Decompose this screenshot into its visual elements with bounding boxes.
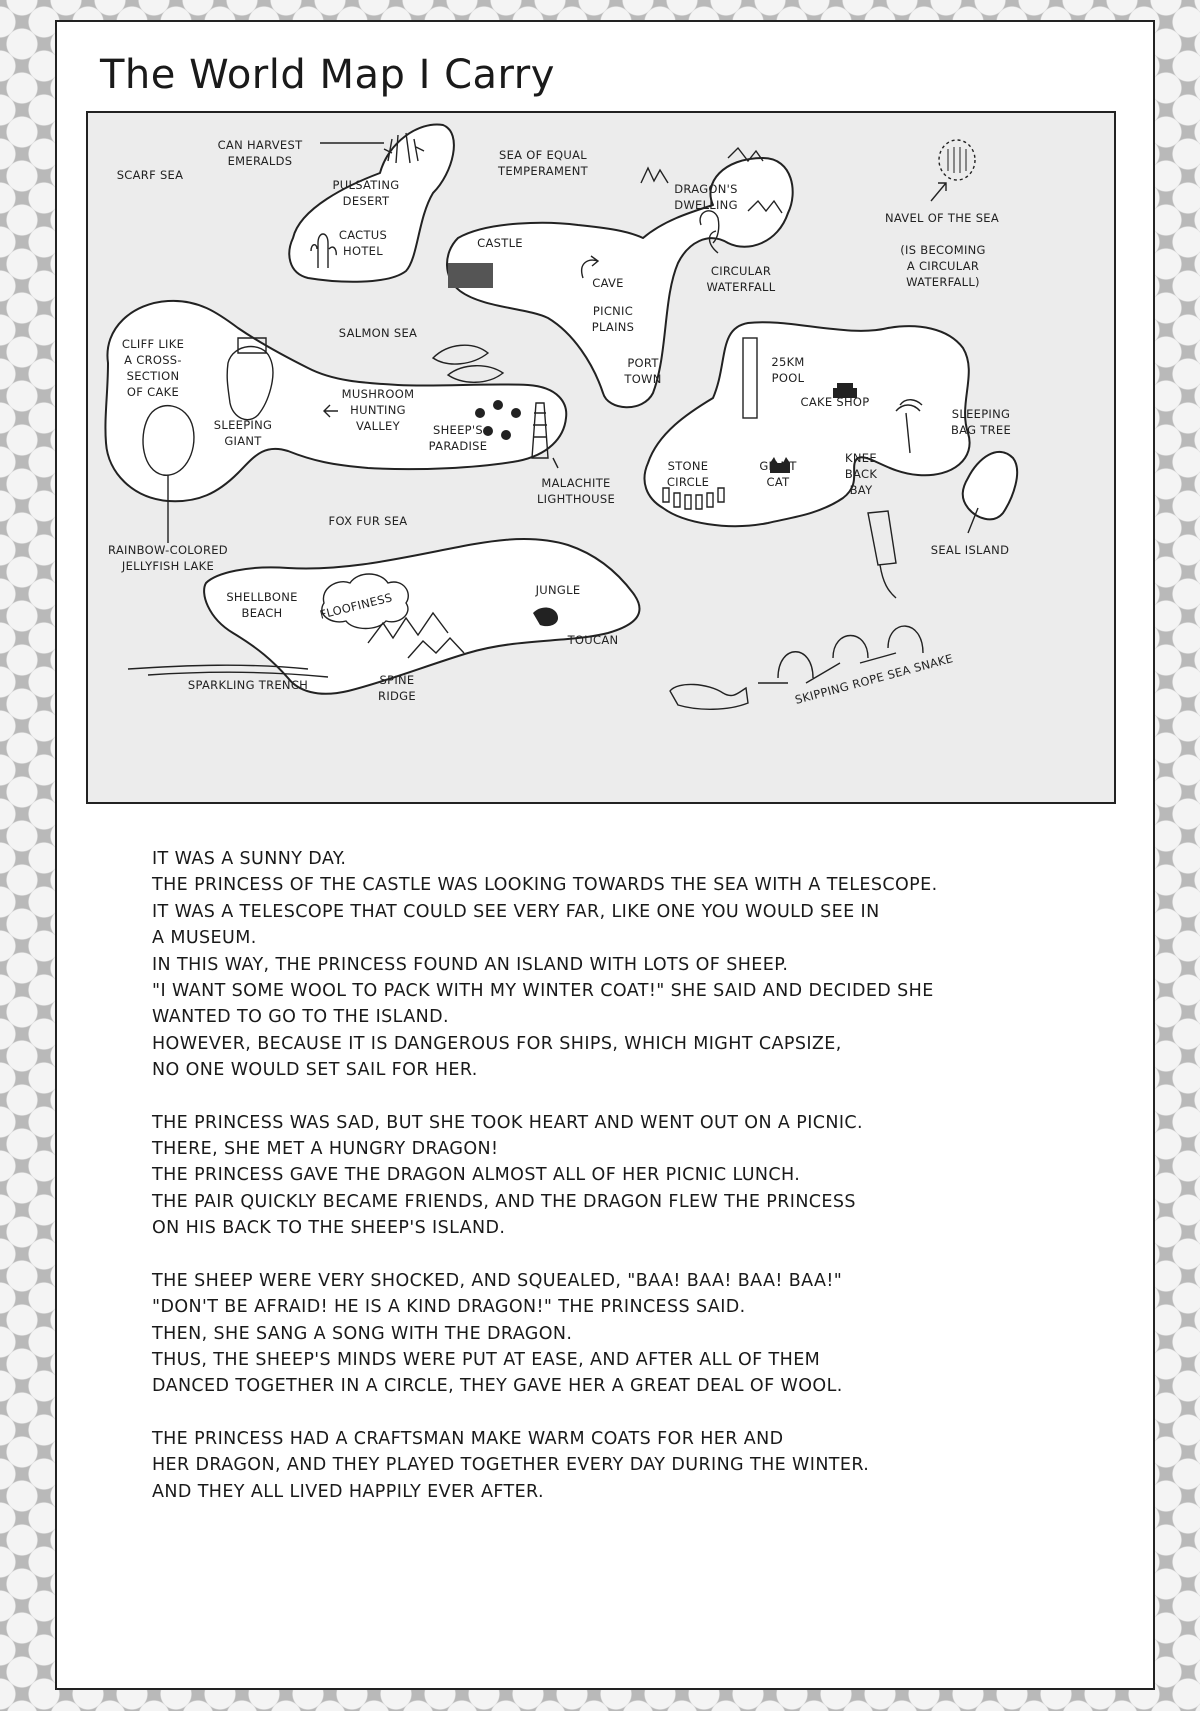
label-sheeps-paradise: SHEEP'S PARADISE xyxy=(428,423,488,453)
label-cake-shop: CAKE SHOP xyxy=(800,395,870,409)
story-paragraph xyxy=(152,1110,1052,1242)
label-pulsating-desert: PULSATING DESERT xyxy=(332,178,400,208)
navel-of-the-sea-ring xyxy=(939,140,975,180)
story-paragraph xyxy=(152,1268,1052,1400)
story-line: THE PRINCESS WAS SAD, BUT SHE TOOK HEART AND WENT OUT ON A PICNIC. xyxy=(152,1112,864,1133)
salmon-icon xyxy=(433,345,503,382)
story-line: IT WAS A TELESCOPE THAT COULD SEE VERY FAR, LIKE ONE YOU WOULD SEE IN xyxy=(152,901,880,922)
label-dragons-dwelling: DRAGON'S DWELLING xyxy=(674,182,738,212)
label-malachite-lighthouse: MALACHITE LIGHTHOUSE xyxy=(536,476,616,506)
sheep-1 xyxy=(475,408,485,418)
story-line: ON HIS BACK TO THE SHEEP'S ISLAND. xyxy=(152,1218,506,1239)
story-line: THUS, THE SHEEP'S MINDS WERE PUT AT EASE, AND AFTER ALL OF THEM xyxy=(152,1349,821,1370)
story-line: A MUSEUM. xyxy=(152,928,257,949)
label-cactus-hotel: CACTUS HOTEL xyxy=(338,228,388,258)
label-stone-circle: STONE CIRCLE xyxy=(666,459,710,489)
story-line: IT WAS A SUNNY DAY. xyxy=(152,849,347,869)
label-sea-of-equal-temperament: SEA OF EQUAL TEMPERAMENT xyxy=(498,148,588,178)
story-line: NO ONE WOULD SET SAIL FOR HER. xyxy=(152,1060,478,1081)
story-line: AND THEY ALL LIVED HAPPILY EVER AFTER. xyxy=(152,1481,544,1502)
pool-25km xyxy=(743,338,757,418)
story-line: THE PRINCESS OF THE CASTLE WAS LOOKING TOWARDS THE SEA WITH A TELESCOPE. xyxy=(152,875,938,896)
label-navel-note: (IS BECOMING A CIRCULAR WATERFALL) xyxy=(900,243,986,289)
label-cave: CAVE xyxy=(592,276,624,290)
story-paragraph xyxy=(152,846,1052,1084)
label-floofiness: FLOOFINESS xyxy=(318,590,394,622)
whale-icon xyxy=(670,684,748,709)
telescope-icon xyxy=(868,511,896,598)
story-line: WANTED TO GO TO THE ISLAND. xyxy=(152,1007,449,1028)
story-line: THE PRINCESS GAVE THE DRAGON ALMOST ALL OF HER PICNIC LUNCH. xyxy=(152,1165,801,1186)
island-seal xyxy=(963,452,1017,519)
navel-arrow xyxy=(931,183,946,201)
label-shellbone-beach: SHELLBONE BEACH xyxy=(226,590,298,620)
label-mushroom-hunting-valley: MUSHROOM HUNTING VALLEY xyxy=(341,387,415,433)
label-rainbow-jellyfish-lake: RAINBOW-COLORED JELLYFISH LAKE xyxy=(108,543,228,573)
story-text xyxy=(152,846,1052,1531)
world-map xyxy=(86,111,1116,804)
label-scarf-sea: SCARF SEA xyxy=(116,168,184,182)
story-line: "DON'T BE AFRAID! HE IS A KIND DRAGON!" THE PRINCESS SAID. xyxy=(152,1297,746,1318)
story-line: THE PRINCESS HAD A CRAFTSMAN MAKE WARM COATS FOR HER AND xyxy=(152,1428,784,1449)
castle-icon xyxy=(448,263,493,288)
island-giant-cat xyxy=(644,322,969,526)
story-line: THEN, SHE SANG A SONG WITH THE DRAGON. xyxy=(152,1323,573,1344)
label-skipping-rope-sea-snake: SKIPPING ROPE SEA SNAKE xyxy=(793,651,955,707)
story-line: HER DRAGON, AND THEY PLAYED TOGETHER EVERY DAY DURING THE WINTER. xyxy=(152,1455,870,1476)
label-sleeping-bag-tree: SLEEPING BAG TREE xyxy=(950,407,1012,437)
story-line: IN THIS WAY, THE PRINCESS FOUND AN ISLAND WITH LOTS OF SHEEP. xyxy=(152,954,789,975)
page-title: The World Map I Carry xyxy=(100,52,555,98)
story-line: THE SHEEP WERE VERY SHOCKED, AND SQUEALED, "BAA! BAA! BAA! BAA!" xyxy=(152,1270,843,1291)
label-port-town: PORT TOWN xyxy=(624,356,662,386)
label-can-harvest-emeralds: CAN HARVEST EMERALDS xyxy=(217,138,303,168)
story-line: "I WANT SOME WOOL TO PACK WITH MY WINTER COAT!" SHE SAID AND DECIDED SHE xyxy=(152,981,934,1002)
label-sparkling-trench: SPARKLING TRENCH xyxy=(187,678,309,692)
label-cliff-like-cake: CLIFF LIKE A CROSS- SECTION OF CAKE xyxy=(121,337,185,399)
label-castle: CASTLE xyxy=(477,236,523,250)
label-seal-island: SEAL ISLAND xyxy=(930,543,1010,557)
label-circular-waterfall: CIRCULAR WATERFALL xyxy=(706,264,776,294)
label-25km-pool: 25KM POOL xyxy=(771,355,805,385)
sheep-3 xyxy=(511,408,521,418)
label-giant-cat: GIANT CAT xyxy=(759,459,797,489)
story-line: THERE, SHE MET A HUNGRY DRAGON! xyxy=(152,1139,499,1160)
label-picnic-plains: PICNIC PLAINS xyxy=(591,304,635,334)
label-fox-fur-sea: FOX FUR SEA xyxy=(328,514,408,528)
label-sleeping-giant: SLEEPING GIANT xyxy=(213,418,273,448)
story-line: DANCED TOGETHER IN A CIRCLE, THEY GAVE HER A GREAT DEAL OF WOOL. xyxy=(152,1376,843,1397)
label-navel-of-the-sea: NAVEL OF THE SEA xyxy=(884,211,1000,225)
story-line: THE PAIR QUICKLY BECAME FRIENDS, AND THE DRAGON FLEW THE PRINCESS xyxy=(152,1191,856,1212)
label-jungle: JUNGLE xyxy=(535,583,581,597)
label-salmon-sea: SALMON SEA xyxy=(338,326,418,340)
story-paragraph xyxy=(152,1426,1052,1505)
sheep-2 xyxy=(493,400,503,410)
label-knee-back-bay: KNEE BACK BAY xyxy=(844,451,878,497)
story-line: HOWEVER, BECAUSE IT IS DANGEROUS FOR SHIPS, WHICH MIGHT CAPSIZE, xyxy=(152,1033,842,1054)
lighthouse-pointer xyxy=(553,458,558,468)
label-spine-ridge: SPINE RIDGE xyxy=(378,673,416,703)
sheep-5 xyxy=(501,430,511,440)
label-toucan: TOUCAN xyxy=(567,633,619,647)
